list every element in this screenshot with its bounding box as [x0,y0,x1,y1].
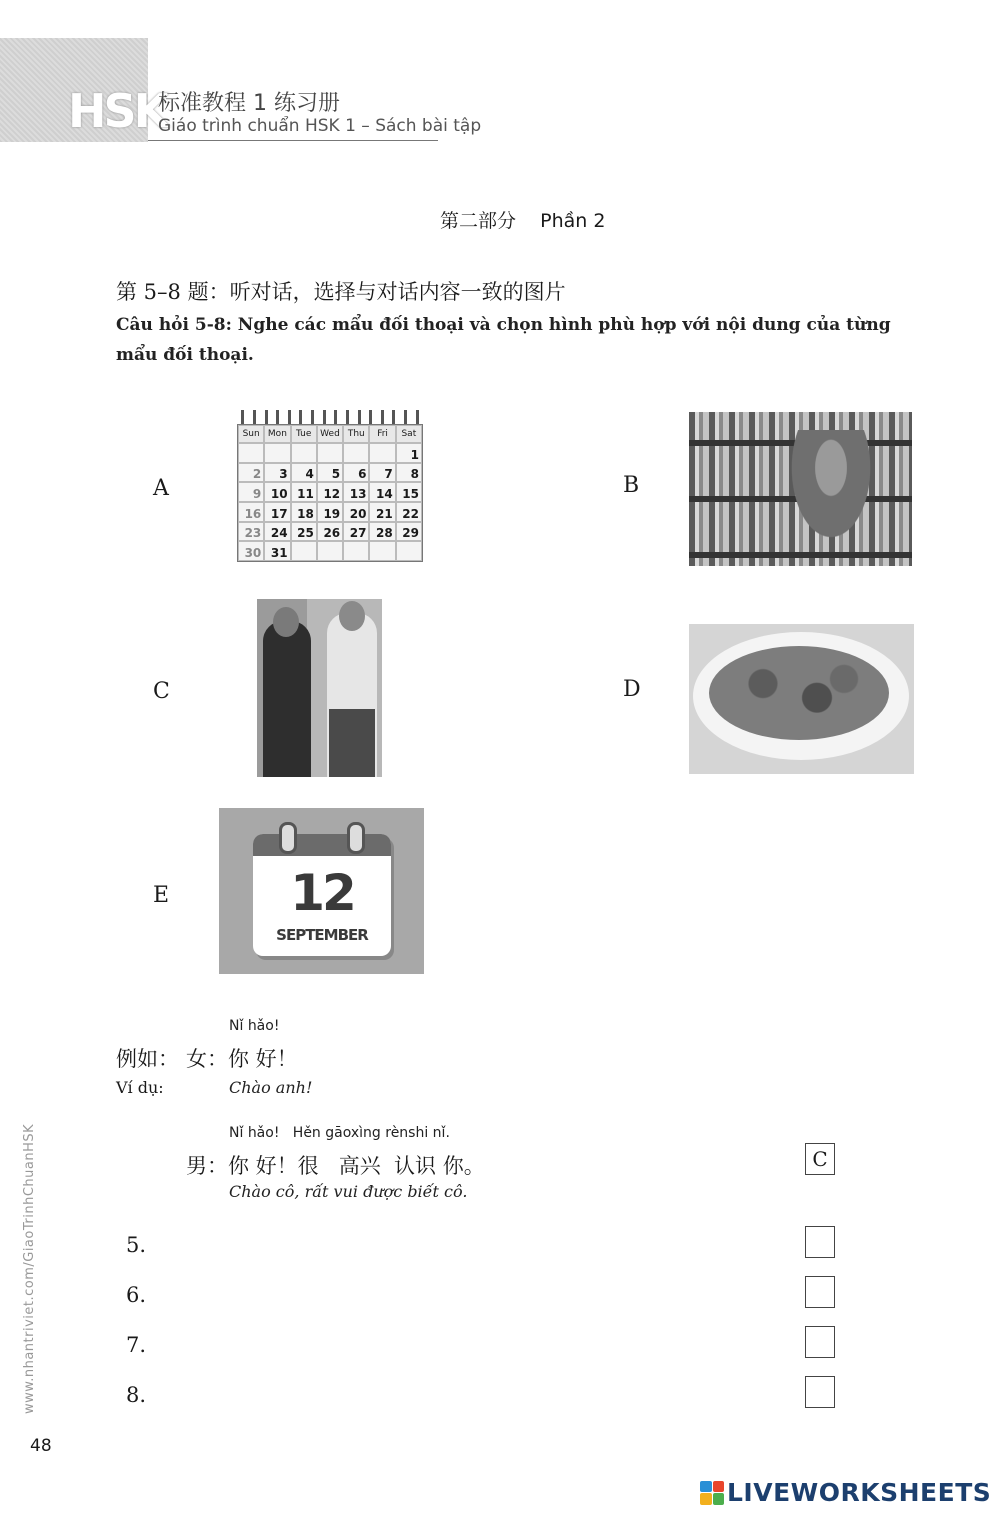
calendar-day-cell: 14 [369,482,395,502]
calendar-day-cell: 26 [317,522,343,542]
calendar-day-cell [317,541,343,561]
calendar-day-cell: 11 [291,482,317,502]
example-female-pinyin: Nǐ hǎo! [229,1018,280,1034]
side-watermark-url: www.nhantriviet.com/GiaoTrinhChuanHSK [22,1123,37,1414]
question-number-8: 8. [126,1383,147,1407]
calendar-day-cell [369,443,395,463]
liveworksheets-icon [700,1481,724,1505]
part-title: 第二部分 Phần 2 [440,210,606,232]
calendar-grid [237,424,423,562]
liveworksheets-wordmark: LIVEWORKSHEETS [727,1478,992,1507]
calendar-day-cell [264,443,290,463]
answer-box-5[interactable] [805,1226,835,1258]
calendar-day-cell: 23 [238,522,264,542]
calendar-weekday-header: Tue [291,425,317,443]
calendar-day-number: 12 [290,864,354,922]
calendar-day-cell: 29 [396,522,422,542]
calendar-day-cell: 20 [343,502,369,522]
calendar-day-cell: 21 [369,502,395,522]
hsk-logo-text: HSK [68,84,167,138]
header-divider [148,140,438,141]
calendar-day-cell: 4 [291,463,317,483]
calendar-day-cell: 15 [396,482,422,502]
calendar-weekday-header: Thu [343,425,369,443]
example-female-chinese: 你 好！ [228,1047,298,1071]
calendar-day-cell: 8 [396,463,422,483]
example-male-vietnamese: Chào cô, rất vui được biết cô. [229,1182,468,1201]
answer-box-7[interactable] [805,1326,835,1358]
calendar-day-cell [343,443,369,463]
calendar-day-cell: 28 [369,522,395,542]
option-label-d: D [623,677,641,702]
answer-box-6[interactable] [805,1276,835,1308]
calendar-day-cell [369,541,395,561]
calendar-day-cell [396,541,422,561]
calendar-day-cell: 31 [264,541,290,561]
calendar-day-cell: 19 [317,502,343,522]
example-male-chinese: 你 好！很 高兴 认识 你。 [228,1154,485,1178]
image-d-plate-of-food [689,624,914,774]
instruction-vietnamese: Câu hỏi 5-8: Nghe các mẩu đối thoại và chọn hình phù hợp với nội dung của từng mẩu đối thoại. [116,315,891,365]
calendar-day-cell [291,443,317,463]
example-male-pinyin: Nǐ hǎo! Hěn gāoxìng rènshi nǐ. [229,1125,450,1141]
calendar-weekday-header: Sat [396,425,422,443]
example-label-vietnamese: Ví dụ: [116,1078,164,1097]
calendar-day-cell: 18 [291,502,317,522]
calendar-day-cell: 16 [238,502,264,522]
calendar-day-cell: 7 [369,463,395,483]
calendar-day-cell: 27 [343,522,369,542]
calendar-day-cell [317,443,343,463]
image-c-handshake [257,599,382,777]
calendar-day-cell: 10 [264,482,290,502]
calendar-day-cell: 6 [343,463,369,483]
page-number: 48 [30,1436,52,1456]
calendar-day-cell [238,443,264,463]
example-male-speaker: 男： [186,1154,228,1178]
option-label-b: B [623,473,640,498]
calendar-day-cell: 5 [317,463,343,483]
calendar-day-cell [291,541,317,561]
calendar-weekday-header: Mon [264,425,290,443]
calendar-day-cell: 24 [264,522,290,542]
book-title-chinese: 标准教程 1 练习册 [158,91,340,116]
calendar-weekday-header: Fri [369,425,395,443]
calendar-weekday-header: Wed [317,425,343,443]
example-female-speaker: 女： [186,1047,228,1071]
calendar-day-cell: 17 [264,502,290,522]
book-title-vietnamese: Giáo trình chuẩn HSK 1 – Sách bài tập [158,116,482,136]
calendar-rings [237,410,423,424]
calendar-day-cell: 22 [396,502,422,522]
option-label-e: E [153,883,170,908]
example-label-chinese: 例如： [116,1047,179,1071]
question-number-5: 5. [126,1233,147,1257]
calendar-day-cell: 25 [291,522,317,542]
option-label-a: A [153,476,169,501]
liveworksheets-logo [700,1478,991,1507]
reading-girl-figure [781,430,881,556]
calendar-day-cell: 1 [396,443,422,463]
image-e-date-calendar [219,808,424,974]
calendar-day-cell: 12 [317,482,343,502]
calendar-day-cell: 30 [238,541,264,561]
calendar-day-cell: 2 [238,463,264,483]
answer-box-8[interactable] [805,1376,835,1408]
example-female-vietnamese: Chào anh! [229,1078,313,1097]
calendar-weekday-header: Sun [238,425,264,443]
option-label-c: C [153,679,170,704]
calendar-day-cell: 13 [343,482,369,502]
instruction-chinese: 第 5–8 题：听对话，选择与对话内容一致的图片 [116,280,566,304]
calendar-day-cell: 9 [238,482,264,502]
image-a-monthly-calendar [237,410,423,562]
question-number-6: 6. [126,1283,147,1307]
example-answer-box: C [805,1143,835,1175]
calendar-month-name: SEPTEMBER [276,926,368,944]
image-b-girl-reading-in-library [689,412,912,566]
calendar-day-cell: 3 [264,463,290,483]
question-number-7: 7. [126,1333,147,1357]
calendar-day-cell [343,541,369,561]
